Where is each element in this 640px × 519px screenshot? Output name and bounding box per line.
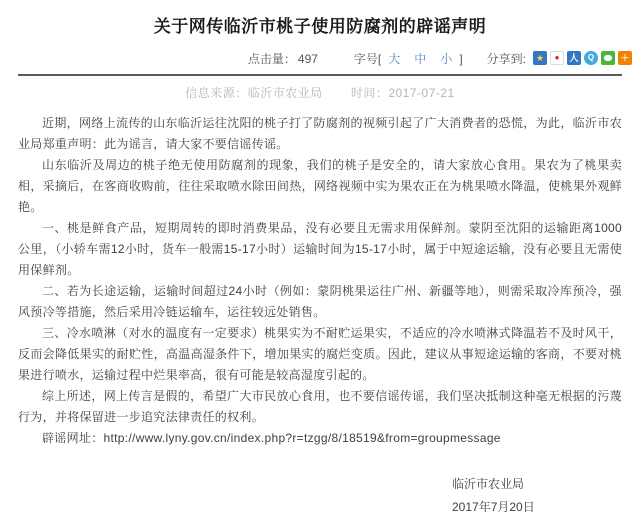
- source-value: 临沂市农业局: [247, 86, 323, 100]
- source-info: [0, 84, 640, 101]
- article-body: [0, 113, 640, 449]
- hit-count-label: 点击量：: [247, 51, 296, 66]
- share-bar: [487, 50, 632, 67]
- meta-bar: [0, 49, 640, 67]
- hit-count: [248, 50, 318, 67]
- qzone-icon[interactable]: ★: [533, 51, 547, 65]
- page-title: 关于网传临沂市桃子使用防腐剂的辟谣声明: [153, 17, 487, 36]
- font-size-small-button[interactable]: 小: [440, 51, 453, 66]
- paragraph-conclusion: 综上所述，网上传言是假的，希望广大市民放心食用，也不要信谣传谣，我们坚决抵制这种毫无根据的污蔑行为，并将保留进一步追究法律责任的权利。: [18, 389, 622, 424]
- source-label: 信息来源：: [185, 86, 248, 100]
- signature-block: [452, 473, 640, 519]
- weibo-icon[interactable]: ●: [550, 51, 564, 65]
- share-label: 分享到:: [486, 51, 526, 66]
- font-size-large-button[interactable]: 大: [388, 51, 401, 66]
- chat-bubble-shape: [604, 55, 612, 61]
- more-share-icon[interactable]: ＋: [618, 51, 632, 65]
- paragraph-intro: 近期，网络上流传的山东临沂运往沈阳的桃子打了防腐剂的视频引起了广大消费者的恐慌，为此，临沂市农业局郑重声明：此为谣言，请大家不要信谣传谣。: [18, 116, 622, 151]
- font-size-control: [354, 50, 463, 67]
- hit-count-value: 497: [297, 51, 318, 66]
- qq-weibo-icon[interactable]: Q: [584, 51, 598, 65]
- paragraph-statement: 山东临沂及周边的桃子绝无使用防腐剂的现象，我们的桃子是安全的，请大家放心食用。果农为了桃果卖相，采摘后，在客商收购前，往往采取喷水除田间热，网络视频中实为果农正在为桃果喷水降温，使桃果外观鲜艳。: [18, 158, 622, 214]
- signature-date: 2017年7月20日: [452, 500, 535, 514]
- font-size-label: 字号[: [353, 51, 382, 66]
- renren-icon[interactable]: 人: [567, 51, 581, 65]
- time-label: 时间：: [350, 86, 389, 100]
- paragraph-point-1: 一、桃是鲜食产品，短期周转的即时消费果品，没有必要且无需求用保鲜剂。蒙阴至沈阳的运输距离1000公里，（小轿车需12小时，货车一般需15-17小时）运输时间为15-17小时，属于中短途运输，没有必要且无需使用保鲜剂。: [18, 221, 622, 277]
- header-divider: [18, 74, 622, 76]
- time-value: 2017-07-21: [388, 86, 455, 100]
- wechat-icon[interactable]: [601, 51, 615, 65]
- paragraph-point-2: 二、若为长途运输，运输时间超过24小时（例如：蒙阴桃果运往广州、新疆等地），则需采取冷库预冷，强风预冷等措施，然后采用冷链运输车，运往较远处销售。: [18, 284, 622, 319]
- font-size-medium-button[interactable]: 中: [414, 51, 427, 66]
- paragraph-rumor-url: 辟谣网址：http://www.lyny.gov.cn/index.php?r=tzgg/8/18519&from=groupmessage: [42, 431, 501, 445]
- font-size-bracket: ]: [459, 51, 463, 66]
- paragraph-point-3: 三、冷水喷淋（对水的温度有一定要求）桃果实为不耐贮运果实，不适应的冷水喷淋式降温若不及时风干，反而会降低果实的耐贮性，高温高湿条件下，增加果实的腐烂变质。因此，建议从事短途运输的客商，不要对桃果进行喷水，运输过程中烂果率高，很有可能是较高湿度引起的。: [18, 326, 622, 382]
- signature-org: 临沂市农业局: [452, 477, 525, 491]
